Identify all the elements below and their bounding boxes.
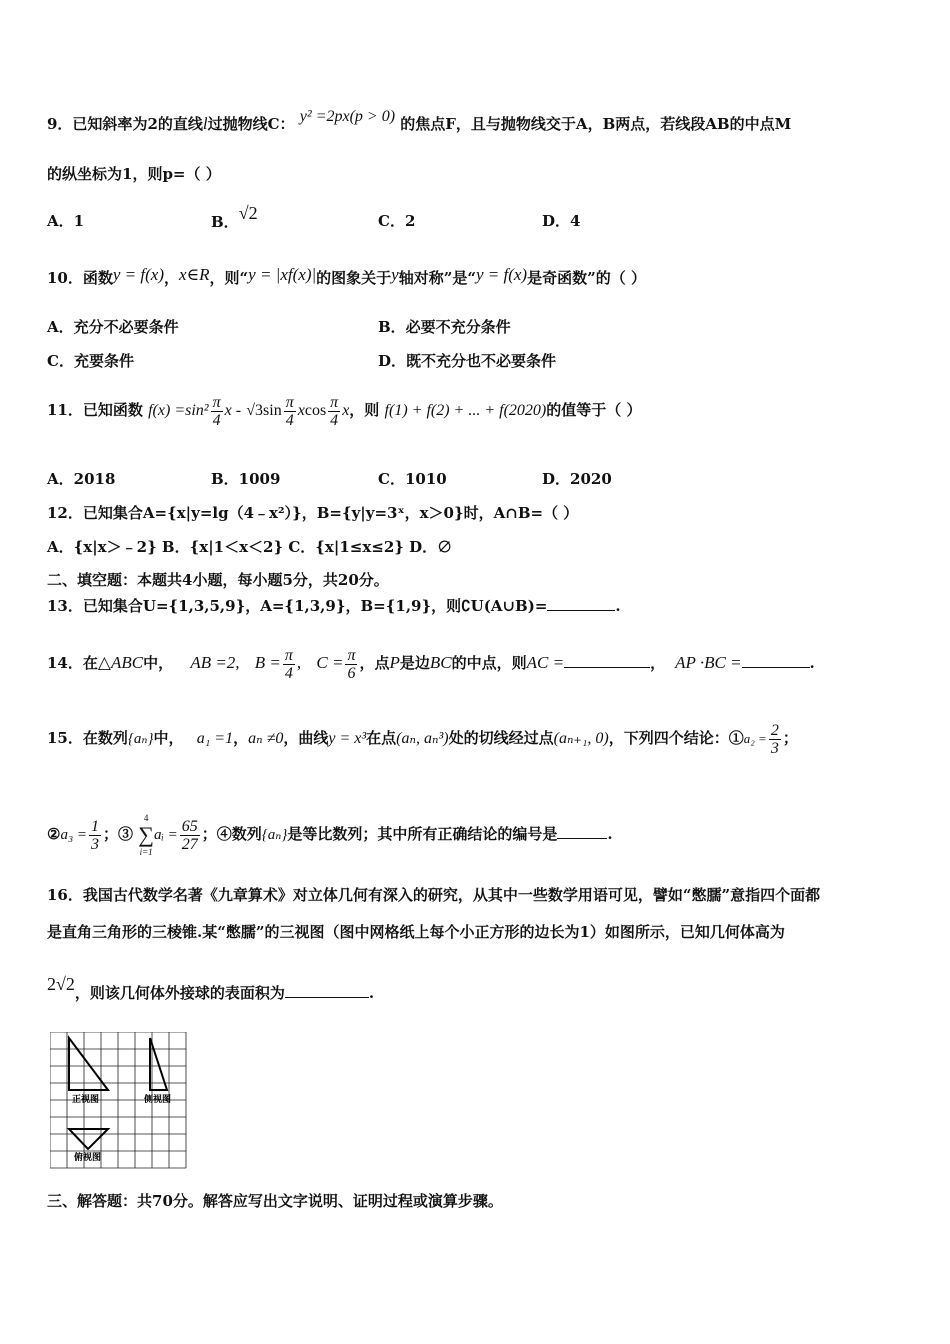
q15-text-l2-4: 是等比数列；其中所有正确结论的编号是: [287, 825, 558, 843]
q11-option-c: C．1010: [378, 470, 447, 488]
q10-line: [47, 265, 646, 288]
q15-frac-a3-num: 1: [91, 817, 100, 835]
q14-ap-bc: AP ·BC =: [675, 653, 742, 672]
q15-text-2: 中，: [153, 729, 184, 747]
q11-frac-3-num: π: [330, 393, 339, 411]
q16-text-3: ，则该几何体外接球的表面积为: [74, 984, 285, 1002]
q15-frac-a2-den: 3: [770, 739, 779, 757]
q14-text-6: ，: [650, 654, 666, 672]
q15-circle-3: ；③: [103, 825, 134, 843]
q11-option-a: A．2018: [47, 470, 116, 488]
q15-ai: aᵢ =: [153, 827, 178, 843]
q16-line1: 16．我国古代数学名著《九章算术》对立体几何有深入的研究，从其中一些数学用语可见，譬如“憋臑”意指四个面都: [47, 886, 821, 904]
q11-func-lhs: f(x) =sin²: [148, 402, 209, 419]
q15-seq: {aₙ}: [127, 731, 154, 747]
q13-end: .: [615, 597, 621, 615]
q11-frac-2-den: 4: [285, 411, 294, 429]
q9-line-l: l: [202, 114, 208, 133]
q10-text-5: 轴对称”是“: [398, 269, 476, 287]
q11-line: [47, 390, 641, 431]
q11-frac-3: [328, 394, 340, 429]
q10-option-a: A．充分不必要条件: [47, 318, 179, 336]
q9-line1: [47, 108, 792, 135]
q15-an-nonzero: aₙ ≠0: [248, 730, 284, 747]
q14-end: .: [809, 654, 815, 672]
q15-text-6: 处的切线经过点: [448, 729, 554, 747]
q9-text-1: 9．已知斜率为2的直线: [47, 115, 203, 133]
q11-frac-3-den: 4: [330, 411, 339, 429]
q14-c: C =: [316, 653, 344, 672]
q15-line1: [47, 715, 798, 762]
q15-text-1: 15．在数列: [47, 729, 128, 747]
q14-comma: ,: [296, 653, 302, 672]
q15-a3: a₃ =: [60, 827, 88, 843]
q12-line: 12．已知集合A={x|y=lg（4﹣x²）}，B={y|y=3ˣ，x＞0}时，A∩B=（ ）: [47, 504, 579, 522]
q11-frac-1-den: 4: [212, 411, 221, 429]
q13-text: 13．已知集合U={1,3,5,9}，A={1,3,9}，B={1,9}，则∁U(A∪B)=: [47, 597, 548, 615]
q11-cos: cos: [304, 402, 327, 419]
q10-func-2: y = f(x): [475, 265, 528, 284]
q15-text-l2-3: ；④数列: [201, 825, 262, 843]
label-top-view: 俯视图: [74, 1153, 102, 1163]
q15-text-3: ，: [233, 729, 249, 747]
q14-point-p: P: [389, 653, 400, 672]
q10-option-c: C．充要条件: [47, 352, 134, 370]
q15-frac-a3-den: 3: [91, 835, 100, 853]
q9-line2: 的纵坐标为1，则p=（ ）: [47, 165, 221, 183]
q15-point: (aₙ, aₙ³): [396, 730, 449, 747]
q16-line2: 是直角三角形的三棱锥.某“憋臑”的三视图（图中网格纸上每个小正方形的边长为1）如图所示，已知几何体高为: [47, 923, 785, 941]
q15-point-2: (aₙ₊₁, 0): [553, 730, 609, 747]
q14-text-4: 是边: [399, 654, 430, 672]
label-side-view: 侧视图: [144, 1095, 172, 1105]
q14-text-2: 中，: [143, 654, 174, 672]
q11-option-b: B．1009: [211, 470, 281, 488]
q15-seq-2: {aₙ}: [261, 827, 288, 843]
q10-text-4: 的图象关于: [316, 269, 392, 287]
q11-text-2: ，则: [349, 401, 380, 419]
q14-answer-blank-2[interactable]: [742, 653, 810, 668]
q15-end: .: [607, 825, 613, 843]
q9-option-c: C．2: [378, 212, 416, 230]
q15-frac-sum-num: 65: [181, 817, 198, 835]
q15-text-5: 在点: [366, 729, 397, 747]
q14-line: [47, 640, 815, 686]
q15-frac-sum-den: 27: [181, 835, 198, 853]
q15-frac-a2: [769, 722, 781, 757]
front-view-triangle: [69, 1038, 108, 1090]
q9-option-b-label: B．: [211, 213, 239, 231]
q10-text-2: ，: [163, 269, 179, 287]
q11-frac-2-num: π: [285, 393, 294, 411]
q11-option-d: D．2020: [542, 470, 612, 488]
q12-options: A．{x|x＞﹣2} B．{x|1＜x＜2} C．{x|1≤x≤2} D．∅: [47, 538, 453, 556]
q10-option-b: B．必要不充分条件: [378, 318, 511, 336]
q15-curve: y = x³: [328, 730, 367, 747]
q9-parabola-formula: y² =2px(p > 0): [299, 108, 396, 125]
q15-frac-a2-num: 2: [770, 721, 779, 739]
q11-frac-1: [211, 394, 223, 429]
q15-a2: a₂ =: [743, 731, 767, 746]
q14-text-1: 14．在: [47, 654, 98, 672]
top-view-triangle: [69, 1129, 108, 1149]
q15-line2: [47, 808, 613, 861]
q13-answer-blank[interactable]: [547, 596, 615, 611]
q15-frac-sum: [180, 818, 200, 853]
q14-bc: BC: [429, 653, 452, 672]
q11-x-minus: x -: [224, 402, 242, 419]
q10-text-1: 10．函数: [47, 269, 113, 287]
section-2-heading: 二、填空题：本题共4小题，每小题5分，共20分。: [47, 571, 389, 589]
label-front-view: 正视图: [72, 1095, 100, 1105]
q9-option-b-math: √2: [238, 203, 258, 223]
q14-text-3: ，点: [359, 654, 390, 672]
q16-three-view-figure: [50, 1032, 190, 1176]
q11-frac-2: [284, 394, 296, 429]
q16-end: .: [368, 984, 375, 1002]
q15-sigma-bottom: i=1: [139, 847, 153, 857]
q15-text-7: ，下列四个结论：①: [608, 729, 744, 747]
q10-func-abs: y = |xf(x)|: [248, 265, 317, 284]
q11-sin: sin: [263, 402, 282, 419]
q9-text-2: 过抛物线C：: [207, 115, 295, 133]
q10-func-1: y = f(x): [112, 265, 164, 284]
q16-height: 2√2: [47, 974, 75, 994]
q11-text-3: 的值等于（ ）: [546, 401, 642, 419]
q14-b: B =: [254, 653, 281, 672]
q15-sigma-top: 4: [143, 813, 149, 823]
three-view-grid-svg: [50, 1032, 190, 1172]
q14-frac-c-den: 6: [347, 664, 356, 682]
q11-text-1: 11．已知函数: [47, 401, 143, 419]
q14-frac-b-num: π: [284, 646, 293, 664]
q9-text-3: 的焦点F，且与抛物线交于A，B两点，若线段AB的中点M: [400, 115, 792, 133]
q15-answer-blank[interactable]: [557, 824, 607, 839]
q14-frac-b-den: 4: [284, 664, 293, 682]
q10-option-d: D．既不充分也不必要条件: [378, 352, 557, 370]
q11-sum: f(1) + f(2) + ... + f(2020): [384, 402, 547, 419]
q14-ab: AB =2,: [190, 653, 240, 672]
q11-x: x: [297, 402, 305, 419]
q10-text-3: ，则“: [209, 269, 249, 287]
q10-axis-y: y: [391, 265, 399, 284]
q16-answer-blank[interactable]: [285, 983, 369, 998]
q15-sigma: ∑: [138, 822, 154, 847]
q15-text-4: ，曲线: [283, 729, 329, 747]
q14-frac-b: [283, 647, 295, 682]
q10-text-6: 是奇函数”的（ ）: [527, 269, 646, 287]
q15-semicolon: ；: [782, 729, 798, 747]
q16-line3: [47, 975, 374, 1010]
q13-line: [47, 596, 621, 616]
q9-option-d: D．4: [542, 212, 581, 230]
side-view-triangle: [150, 1038, 167, 1090]
q14-answer-blank-1[interactable]: [564, 653, 650, 668]
section-3-heading: 三、解答题：共70分。解答应写出文字说明、证明过程或演算步骤。: [47, 1192, 503, 1210]
q15-frac-a3: [89, 818, 101, 853]
q14-frac-c: [345, 647, 357, 682]
q11-frac-1-num: π: [212, 393, 221, 411]
q15-circle-2: ②: [47, 825, 61, 843]
q14-ac: AC =: [526, 653, 565, 672]
q14-frac-c-num: π: [347, 646, 356, 664]
q11-sqrt3: √3: [246, 402, 264, 419]
q14-text-5: 的中点，则: [451, 654, 527, 672]
q15-a1: a₁ =1: [196, 730, 234, 747]
q14-triangle: △ABC: [97, 653, 144, 672]
q9-option-b: [211, 203, 258, 232]
q11-x-2: x: [342, 402, 350, 419]
q15-sigma-block: [138, 812, 154, 858]
q9-option-a: A．1: [47, 212, 85, 230]
q10-domain: x∈R: [179, 265, 210, 284]
